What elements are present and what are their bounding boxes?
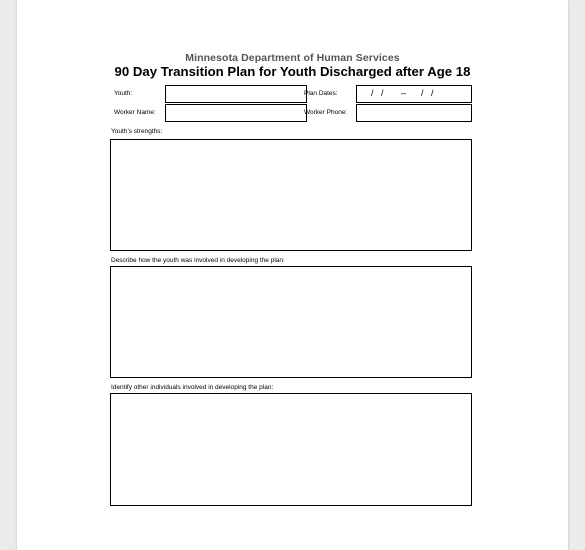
worker-phone-field[interactable] (356, 104, 472, 122)
worker-name-label: Worker Name: (114, 109, 156, 116)
plan-dates-value: / / – / / (371, 88, 434, 98)
agency-name: Minnesota Department of Human Services (185, 52, 400, 64)
plan-dates-label: Plan Dates: (304, 90, 338, 97)
form-title: 90 Day Transition Plan for Youth Discharged after Age 18 (114, 64, 471, 79)
youth-label: Youth: (114, 90, 133, 97)
form-page (17, 0, 568, 550)
strengths-textarea[interactable] (110, 139, 472, 251)
involvement-label: Describe how the youth was involved in developing the plan: (111, 257, 285, 264)
worker-phone-label: Worker Phone: (304, 109, 348, 116)
plan-dates-field[interactable] (356, 85, 472, 103)
youth-field[interactable] (165, 85, 307, 103)
others-label: Identify other individuals involved in developing the plan: (111, 384, 274, 391)
involvement-textarea[interactable] (110, 266, 472, 378)
others-textarea[interactable] (110, 393, 472, 506)
strengths-label: Youth’s strengths: (111, 128, 163, 135)
worker-name-field[interactable] (165, 104, 307, 122)
